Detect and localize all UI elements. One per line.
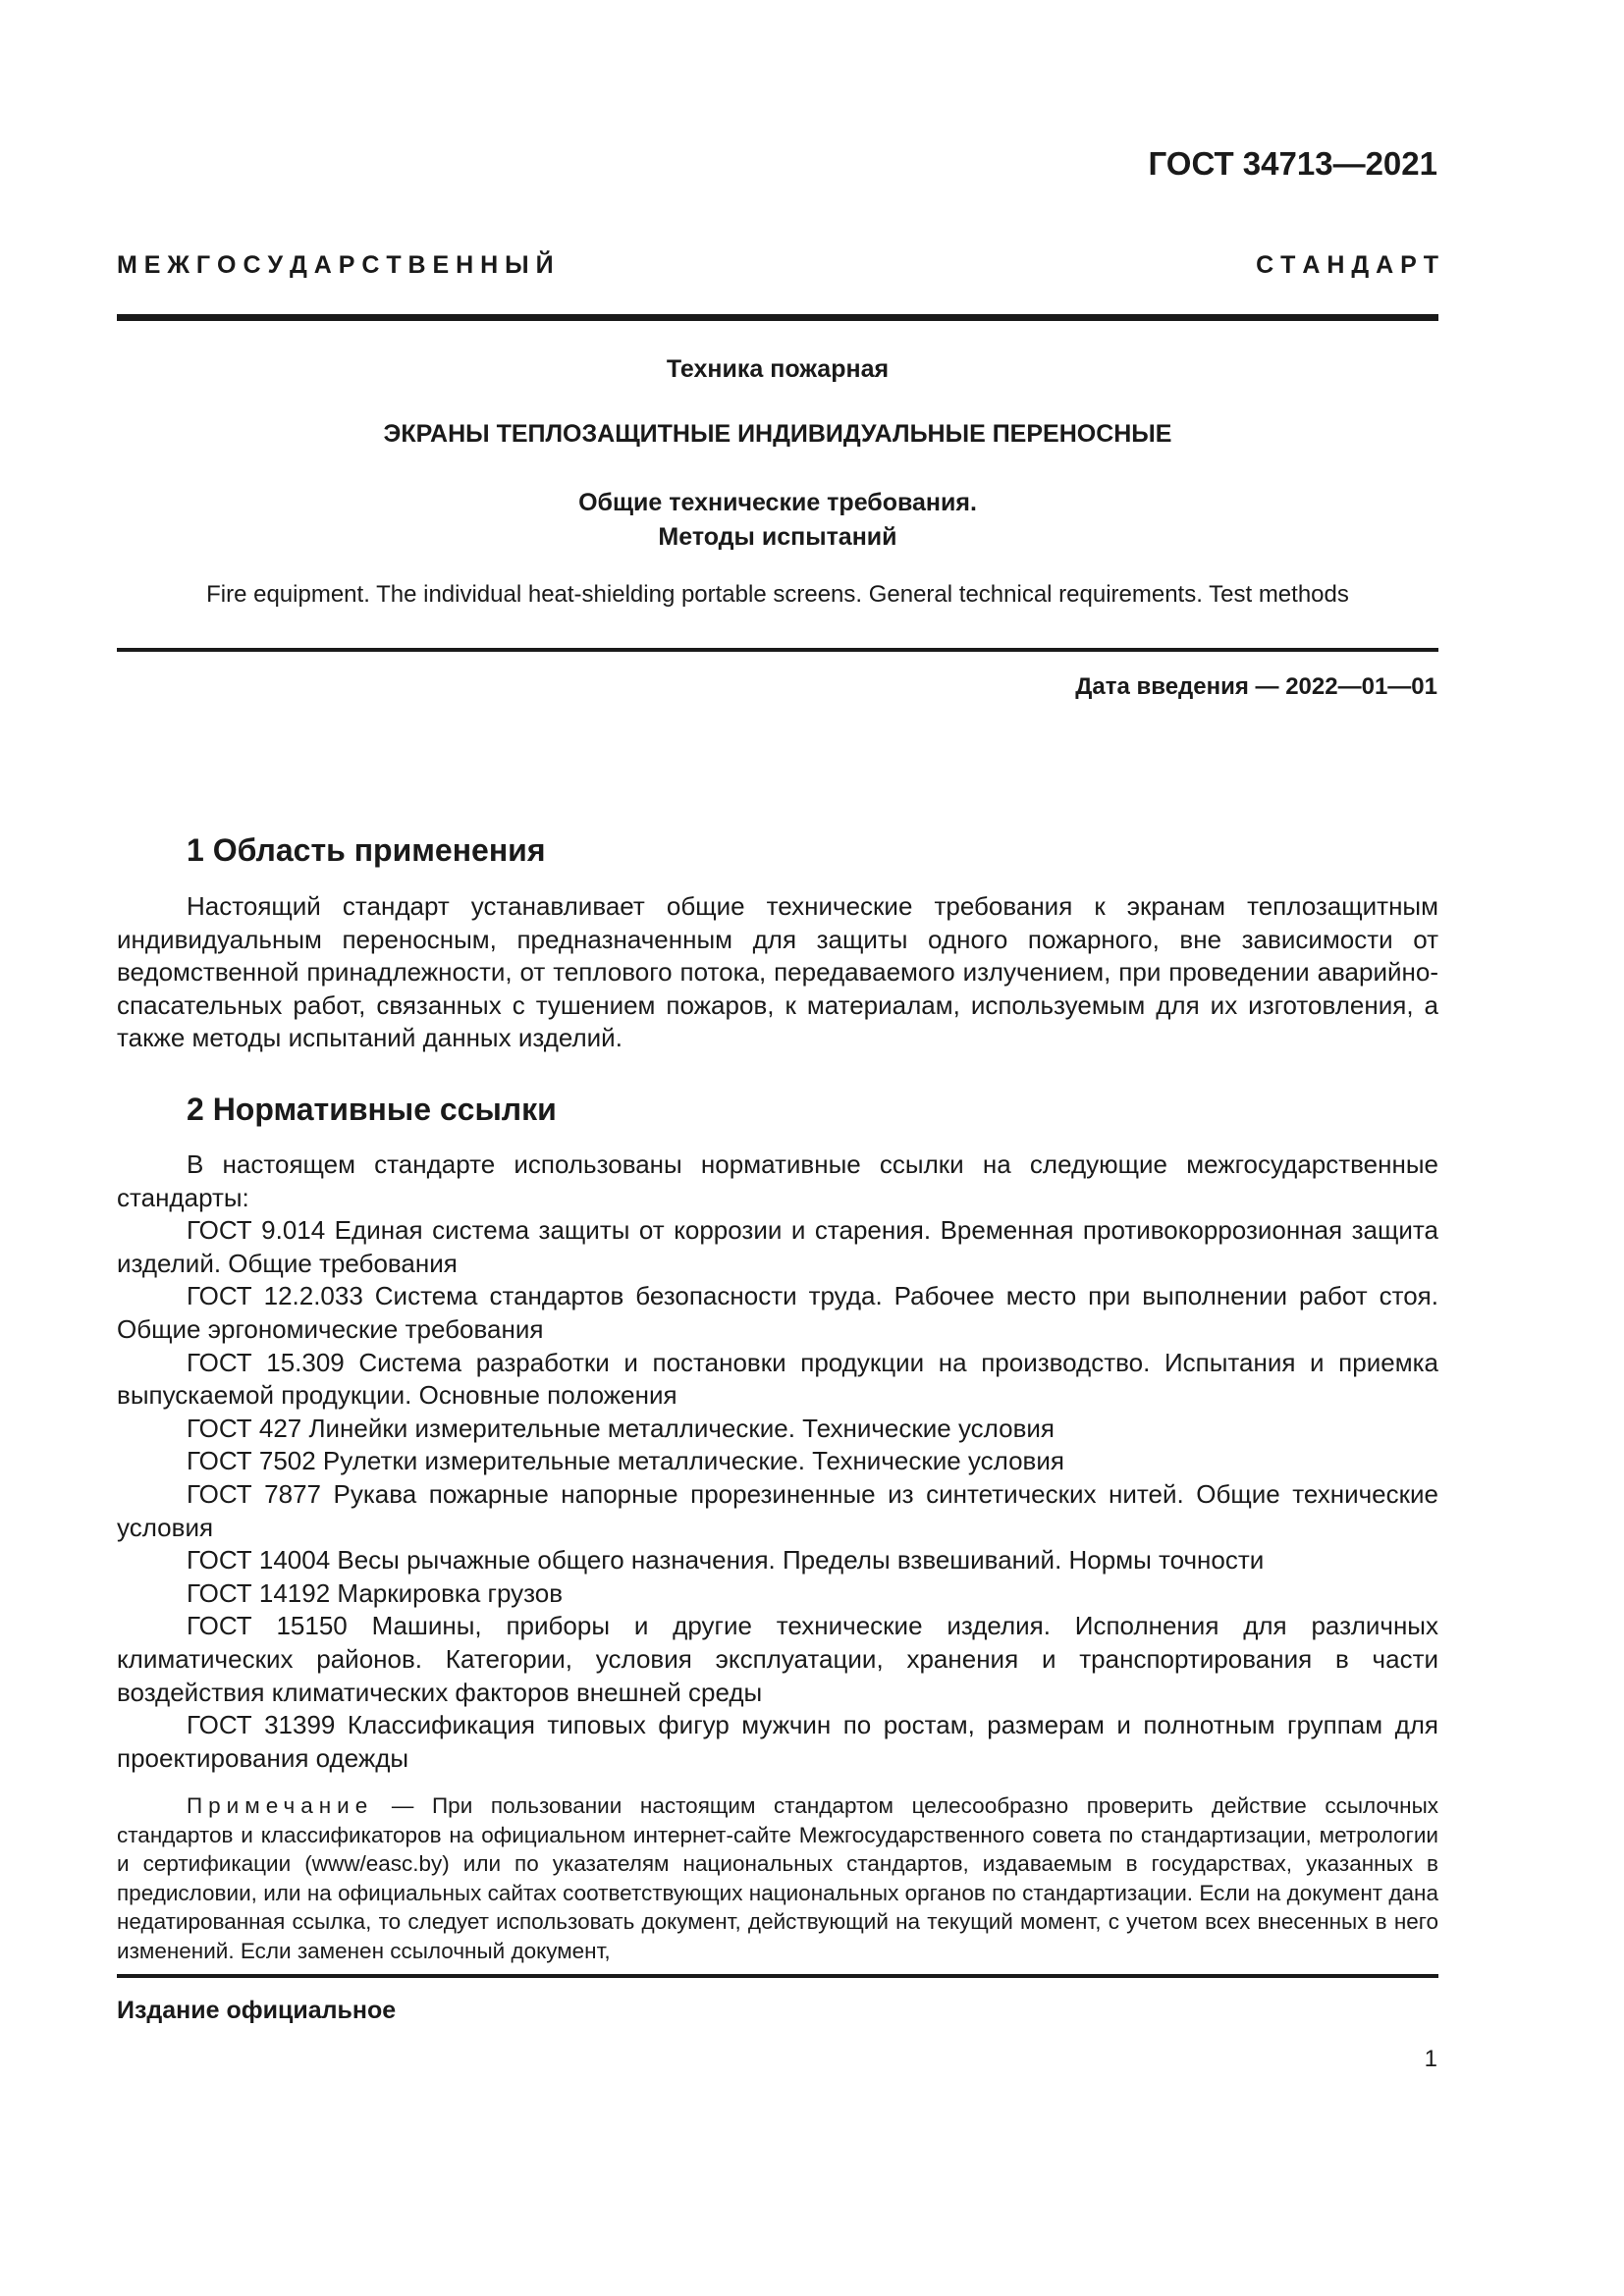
note-text: — При пользовании настоящим стандартом целесообразно проверить действие ссылочных стандартов и классификаторов на официальном интернет-сайте Межгосударственного совета по стандартизации, метрологии и сертификации (www/easc.by) или по указателям национальных стандартов, издаваемым в государствах, указанных в предисловии, или на официальных сайтах соответствующих национальных органов по стандартизации. Если на документ дана недатированная ссылка, то следует использовать документ, действующий на текущий момент, с учетом всех внесенных в него изменений. Если заменен ссылочный документ, (117, 1793, 1438, 1963)
references-intro: В настоящем стандарте использованы нормативные ссылки на следующие межгосударственные стандарты: (117, 1149, 1438, 1212)
reference-item: ГОСТ 14004 Весы рычажные общего назначения. Пределы взвешиваний. Нормы точности (187, 1545, 1265, 1575)
edition-label: Издание официальное (117, 1997, 397, 2024)
title-rule (117, 648, 1438, 652)
title-group: Техника пожарная (666, 355, 890, 383)
standard-kind-left: М Е Ж Г О С У Д А Р С Т В Е Н Н Ы Й (117, 251, 554, 279)
section2-heading: 2 Нормативные ссылки (187, 1092, 557, 1127)
section1-heading: 1 Область применения (187, 832, 546, 868)
title-english: Fire equipment. The individual heat-shielding portable screens. General technical requirements. Test methods (206, 581, 1349, 608)
reference-item: ГОСТ 7502 Рулетки измерительные металлические. Технические условия (187, 1446, 1064, 1476)
introduction-date: Дата введения — 2022—01—01 (1075, 673, 1437, 700)
note-label: Примечание (187, 1793, 374, 1818)
references-list (117, 1148, 1438, 1775)
reference-item: ГОСТ 14192 Маркировка грузов (187, 1577, 564, 1608)
title-sub-line2: Методы испытаний (658, 523, 897, 551)
title-sub-line1: Общие технические требования. (578, 489, 977, 516)
page-number: 1 (1424, 2046, 1437, 2072)
standard-kind (117, 251, 1438, 280)
header-rule (117, 314, 1438, 321)
reference-item: ГОСТ 12.2.033 Система стандартов безопасности труда. Рабочее место при выполнении работ стоя. Общие эргономические требования (117, 1281, 1438, 1344)
note (117, 1791, 1438, 1965)
reference-item: ГОСТ 31399 Классификация типовых фигур мужчин по ростам, размерам и полнотным группам для проектирования одежды (117, 1710, 1438, 1773)
reference-item: ГОСТ 7877 Рукава пожарные напорные прорезиненные из синтетических нитей. Общие технические условия (117, 1478, 1438, 1542)
section1-text (117, 890, 1438, 1055)
standard-number: ГОСТ 34713—2021 (1148, 145, 1437, 182)
standard-kind-right: С Т А Н Д А Р Т (1256, 251, 1438, 279)
reference-item: ГОСТ 9.014 Единая система защиты от коррозии и старения. Временная противокоррозионная защита изделий. Общие требования (117, 1215, 1438, 1278)
reference-item: ГОСТ 427 Линейки измерительные металлические. Технические условия (187, 1413, 1055, 1443)
title-main: ЭКРАНЫ ТЕПЛОЗАЩИТНЫЕ ИНДИВИДУАЛЬНЫЕ ПЕРЕНОСНЫЕ (383, 420, 1172, 448)
reference-item: ГОСТ 15150 Машины, приборы и другие технические изделия. Исполнения для различных климатических районов. Категории, условия эксплуатации, хранения и транспортирования в части воздействия климатических факторов внешней среды (117, 1611, 1438, 1707)
section1-paragraph: Настоящий стандарт устанавливает общие технические требования к экранам теплозащитным индивидуальным переносным, предназначенным для защиты одного пожарного, вне зависимости от ведомственной принадлежности, от теплового потока, передаваемого излучением, при проведении аварийно-спасательных работ, связанных с тушением пожаров, к материалам, используемым для их изготовления, а также методы испытаний данных изделий. (117, 891, 1438, 1053)
title-sub (117, 486, 1438, 555)
footer-rule (117, 1974, 1438, 1978)
reference-item: ГОСТ 15.309 Система разработки и постановки продукции на производство. Испытания и приемка выпускаемой продукции. Основные положения (117, 1347, 1438, 1411)
